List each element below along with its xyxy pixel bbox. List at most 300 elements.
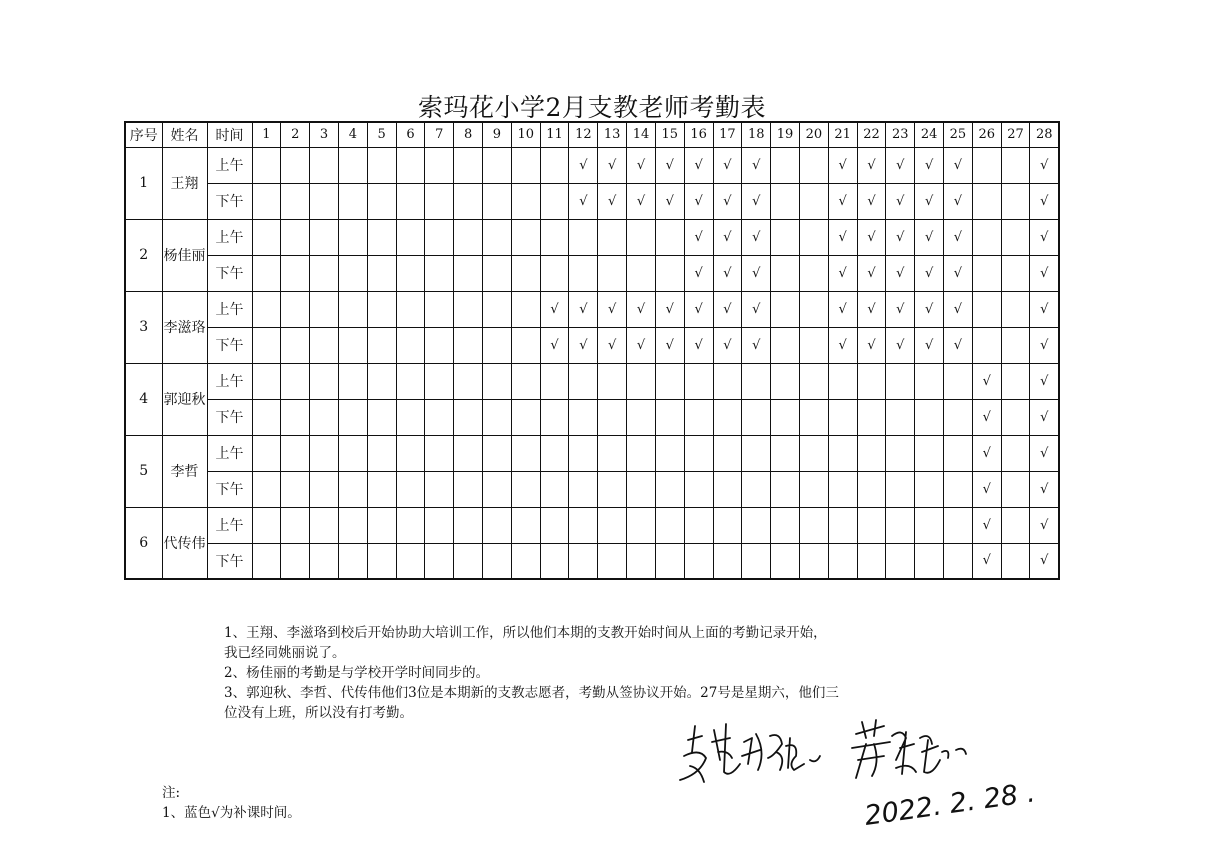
empty-cell [252,399,281,435]
check-mark: √ [886,183,915,219]
empty-cell [684,399,713,435]
empty-cell [684,507,713,543]
check-mark: √ [886,219,915,255]
empty-cell [915,471,944,507]
empty-cell [483,255,512,291]
check-mark: √ [540,291,569,327]
empty-cell [540,183,569,219]
day-header: 25 [944,122,973,147]
signature-date: 2022. 2. 28 . [862,777,1038,832]
empty-cell [771,183,800,219]
check-mark: √ [915,147,944,183]
empty-cell [915,399,944,435]
check-mark: √ [944,291,973,327]
session-label: 下午 [207,183,252,219]
attendance-table [124,121,1060,580]
check-mark: √ [857,219,886,255]
check-mark: √ [742,219,771,255]
empty-cell [1001,291,1030,327]
attendance-row [125,435,1059,471]
empty-cell [742,543,771,579]
empty-cell [972,327,1001,363]
empty-cell [598,219,627,255]
empty-cell [598,363,627,399]
empty-cell [425,363,454,399]
empty-cell [338,219,367,255]
signature-drawing [670,712,1050,842]
signature-1-scribble [680,724,820,782]
check-mark: √ [598,291,627,327]
check-mark: √ [1030,147,1059,183]
empty-cell [828,507,857,543]
empty-cell [655,543,684,579]
row-number: 6 [125,507,162,579]
empty-cell [511,255,540,291]
empty-cell [598,435,627,471]
check-mark: √ [886,327,915,363]
empty-cell [483,183,512,219]
check-mark: √ [857,291,886,327]
empty-cell [915,435,944,471]
check-mark: √ [598,183,627,219]
empty-cell [540,219,569,255]
empty-cell [886,399,915,435]
empty-cell [252,543,281,579]
empty-cell [511,399,540,435]
empty-cell [396,507,425,543]
check-mark: √ [857,183,886,219]
empty-cell [454,255,483,291]
check-mark: √ [886,291,915,327]
empty-cell [396,399,425,435]
footer-label: 注: [162,785,181,801]
empty-cell [511,327,540,363]
check-mark: √ [1030,507,1059,543]
check-mark: √ [915,327,944,363]
empty-cell [310,327,339,363]
empty-cell [713,399,742,435]
empty-cell [367,399,396,435]
empty-cell [627,255,656,291]
check-mark: √ [627,147,656,183]
empty-cell [396,471,425,507]
empty-cell [771,543,800,579]
empty-cell [972,183,1001,219]
empty-cell [944,507,973,543]
empty-cell [598,399,627,435]
day-header: 28 [1030,122,1059,147]
day-header: 8 [454,122,483,147]
attendance-row [125,543,1059,579]
empty-cell [367,543,396,579]
empty-cell [799,399,828,435]
empty-cell [771,255,800,291]
empty-cell [944,471,973,507]
note-line: 2、杨佳丽的考勤是与学校开学时间同步的。 [224,665,490,681]
check-mark: √ [713,147,742,183]
attendance-row [125,399,1059,435]
check-mark: √ [684,219,713,255]
day-header: 5 [367,122,396,147]
attendance-row [125,291,1059,327]
check-mark: √ [713,255,742,291]
empty-cell [511,507,540,543]
check-mark: √ [627,183,656,219]
empty-cell [1001,183,1030,219]
empty-cell [771,471,800,507]
check-mark: √ [655,183,684,219]
check-mark: √ [1030,543,1059,579]
session-label: 下午 [207,543,252,579]
empty-cell [540,363,569,399]
empty-cell [1001,255,1030,291]
empty-cell [511,183,540,219]
empty-cell [1001,507,1030,543]
check-mark: √ [1030,363,1059,399]
row-number: 1 [125,147,162,219]
empty-cell [886,471,915,507]
empty-cell [713,435,742,471]
teacher-name: 王翔 [162,147,207,219]
day-header: 24 [915,122,944,147]
empty-cell [540,435,569,471]
day-header: 18 [742,122,771,147]
empty-cell [799,255,828,291]
empty-cell [569,543,598,579]
empty-cell [857,363,886,399]
empty-cell [742,399,771,435]
day-header: 26 [972,122,1001,147]
check-mark: √ [1030,255,1059,291]
empty-cell [1001,147,1030,183]
empty-cell [598,507,627,543]
empty-cell [627,399,656,435]
day-header: 2 [281,122,310,147]
check-mark: √ [1030,219,1059,255]
day-header: 7 [425,122,454,147]
empty-cell [799,471,828,507]
empty-cell [511,291,540,327]
row-number: 3 [125,291,162,363]
empty-cell [396,291,425,327]
check-mark: √ [713,327,742,363]
check-mark: √ [627,327,656,363]
teacher-name: 李哲 [162,435,207,507]
attendance-row [125,147,1059,183]
empty-cell [454,363,483,399]
empty-cell [944,543,973,579]
check-mark: √ [540,327,569,363]
empty-cell [828,543,857,579]
empty-cell [281,471,310,507]
empty-cell [1001,399,1030,435]
header-row [125,122,1059,147]
empty-cell [944,363,973,399]
empty-cell [569,219,598,255]
empty-cell [684,363,713,399]
day-header: 21 [828,122,857,147]
empty-cell [310,543,339,579]
signature-1: 考勤记录、 [690,770,695,771]
empty-cell [483,327,512,363]
header-no: 序号 [125,122,162,147]
empty-cell [857,471,886,507]
check-mark: √ [828,219,857,255]
day-header: 9 [483,122,512,147]
empty-cell [569,507,598,543]
empty-cell [454,471,483,507]
signature-area [670,712,1050,842]
row-number: 5 [125,435,162,507]
check-mark: √ [569,147,598,183]
empty-cell [771,507,800,543]
check-mark: √ [569,183,598,219]
empty-cell [396,543,425,579]
empty-cell [915,363,944,399]
empty-cell [627,471,656,507]
check-mark: √ [1030,435,1059,471]
empty-cell [828,399,857,435]
check-mark: √ [655,327,684,363]
empty-cell [338,435,367,471]
empty-cell [799,363,828,399]
empty-cell [281,363,310,399]
check-mark: √ [944,147,973,183]
empty-cell [1001,471,1030,507]
empty-cell [713,543,742,579]
attendance-row [125,471,1059,507]
empty-cell [425,219,454,255]
empty-cell [281,183,310,219]
empty-cell [511,435,540,471]
empty-cell [598,471,627,507]
empty-cell [367,507,396,543]
check-mark: √ [627,291,656,327]
empty-cell [281,327,310,363]
empty-cell [483,507,512,543]
check-mark: √ [915,255,944,291]
day-header: 13 [598,122,627,147]
check-mark: √ [684,327,713,363]
check-mark: √ [742,291,771,327]
empty-cell [483,399,512,435]
check-mark: √ [1030,291,1059,327]
check-mark: √ [684,291,713,327]
check-mark: √ [972,399,1001,435]
day-header: 14 [627,122,656,147]
session-label: 上午 [207,147,252,183]
empty-cell [396,219,425,255]
empty-cell [569,471,598,507]
empty-cell [944,399,973,435]
check-mark: √ [915,291,944,327]
empty-cell [483,219,512,255]
empty-cell [310,399,339,435]
signature-2-scribble [852,720,966,778]
empty-cell [483,471,512,507]
day-header: 20 [799,122,828,147]
empty-cell [771,219,800,255]
empty-cell [828,435,857,471]
empty-cell [454,327,483,363]
day-header: 1 [252,122,281,147]
empty-cell [367,219,396,255]
check-mark: √ [655,291,684,327]
empty-cell [771,363,800,399]
check-mark: √ [713,219,742,255]
empty-cell [310,363,339,399]
empty-cell [799,291,828,327]
empty-cell [338,363,367,399]
empty-cell [338,255,367,291]
check-mark: √ [569,327,598,363]
check-mark: √ [944,327,973,363]
empty-cell [771,399,800,435]
empty-cell [281,219,310,255]
empty-cell [972,147,1001,183]
empty-cell [425,255,454,291]
session-label: 下午 [207,471,252,507]
empty-cell [425,543,454,579]
empty-cell [655,471,684,507]
session-label: 上午 [207,507,252,543]
empty-cell [799,183,828,219]
empty-cell [627,543,656,579]
empty-cell [281,399,310,435]
empty-cell [684,471,713,507]
empty-cell [627,219,656,255]
empty-cell [511,543,540,579]
empty-cell [310,255,339,291]
empty-cell [742,435,771,471]
empty-cell [310,435,339,471]
check-mark: √ [828,327,857,363]
check-mark: √ [828,291,857,327]
empty-cell [857,399,886,435]
empty-cell [655,363,684,399]
day-header: 27 [1001,122,1030,147]
empty-cell [252,471,281,507]
footer-note [162,783,301,823]
check-mark: √ [713,183,742,219]
empty-cell [425,435,454,471]
empty-cell [310,219,339,255]
check-mark: √ [944,219,973,255]
empty-cell [886,543,915,579]
empty-cell [483,435,512,471]
empty-cell [396,363,425,399]
signature-2: 董静芸 [860,770,863,771]
note-line: 3、郭迎秋、李哲、代传伟他们3位是本期新的支教志愿者，考勤从签协议开始。27号是星期六，他们三 [224,685,839,701]
empty-cell [367,363,396,399]
day-header: 17 [713,122,742,147]
empty-cell [1001,327,1030,363]
empty-cell [252,363,281,399]
empty-cell [857,507,886,543]
day-header: 3 [310,122,339,147]
empty-cell [799,147,828,183]
check-mark: √ [655,147,684,183]
empty-cell [338,327,367,363]
empty-cell [655,399,684,435]
empty-cell [742,363,771,399]
empty-cell [713,363,742,399]
empty-cell [281,507,310,543]
empty-cell [454,183,483,219]
empty-cell [511,219,540,255]
session-label: 上午 [207,219,252,255]
empty-cell [425,471,454,507]
row-number: 4 [125,363,162,435]
table-body [125,147,1059,579]
empty-cell [569,255,598,291]
empty-cell [713,471,742,507]
check-mark: √ [598,327,627,363]
day-header: 10 [511,122,540,147]
empty-cell [252,327,281,363]
empty-cell [915,543,944,579]
empty-cell [338,471,367,507]
attendance-row [125,363,1059,399]
empty-cell [511,363,540,399]
empty-cell [483,543,512,579]
note-line: 我已经同姚丽说了。 [224,645,346,661]
empty-cell [627,507,656,543]
sheet-title: 索玛花小学2月支教老师考勤表 [418,93,766,122]
empty-cell [915,507,944,543]
day-header: 6 [396,122,425,147]
empty-cell [627,363,656,399]
empty-cell [310,291,339,327]
empty-cell [454,399,483,435]
empty-cell [425,399,454,435]
note-line: 位没有上班，所以没有打考勤。 [224,705,413,721]
empty-cell [1001,219,1030,255]
empty-cell [598,543,627,579]
empty-cell [655,507,684,543]
empty-cell [655,255,684,291]
day-header: 11 [540,122,569,147]
note-line: 1、王翔、李滋珞到校后开始协助大培训工作，所以他们本期的支教开始时间从上面的考勤记录开始， [224,625,827,641]
empty-cell [338,399,367,435]
empty-cell [281,543,310,579]
empty-cell [886,507,915,543]
empty-cell [252,219,281,255]
empty-cell [713,507,742,543]
attendance-row [125,507,1059,543]
empty-cell [540,543,569,579]
row-number: 2 [125,219,162,291]
empty-cell [655,219,684,255]
check-mark: √ [857,147,886,183]
check-mark: √ [742,183,771,219]
check-mark: √ [742,147,771,183]
empty-cell [396,435,425,471]
empty-cell [1001,543,1030,579]
check-mark: √ [972,435,1001,471]
check-mark: √ [598,147,627,183]
empty-cell [972,291,1001,327]
empty-cell [540,147,569,183]
session-label: 上午 [207,363,252,399]
empty-cell [454,291,483,327]
empty-cell [338,507,367,543]
check-mark: √ [828,255,857,291]
header-time: 时间 [207,122,252,147]
empty-cell [1001,363,1030,399]
empty-cell [684,435,713,471]
empty-cell [310,147,339,183]
